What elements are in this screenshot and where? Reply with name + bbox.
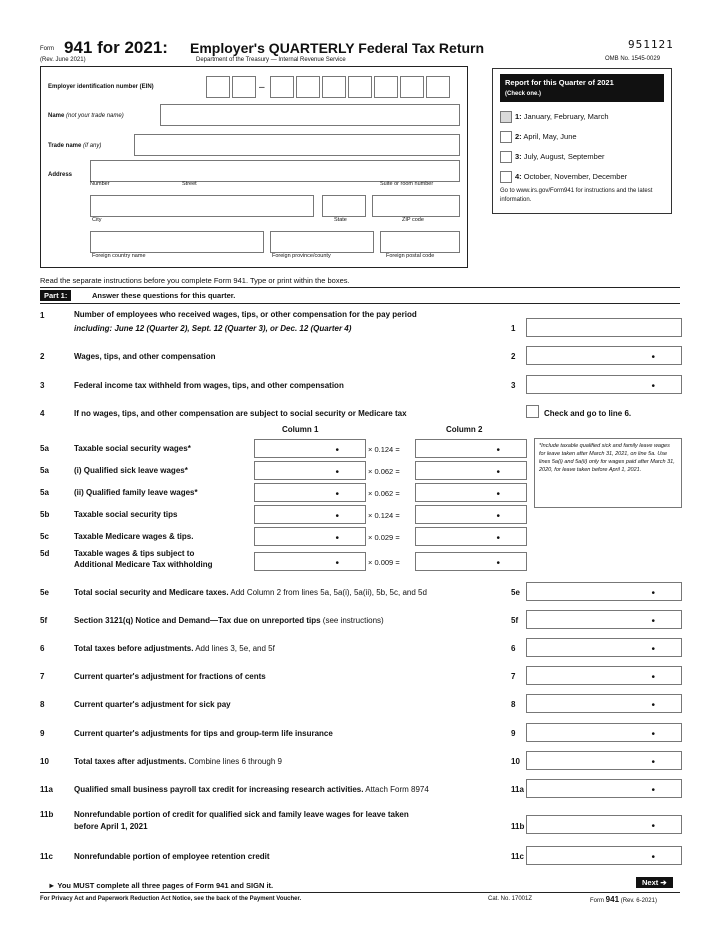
line-5ai-number: 5a [40, 466, 49, 475]
line-5ai-multiplier: × 0.062 = [368, 467, 400, 476]
foreign-province-field[interactable] [270, 231, 374, 253]
name-label-wrap [48, 113, 124, 119]
line-5f-number: 5f [40, 616, 48, 625]
line-5aii-multiplier: × 0.062 = [368, 489, 400, 498]
quarter-4-number: 4: [515, 172, 522, 181]
line-5d-multiplier: × 0.009 = [368, 558, 400, 567]
catalog-number: Cat. No. 17001Z [488, 896, 533, 902]
name-field[interactable] [160, 104, 460, 126]
line-5a-col2-field[interactable]: • [415, 439, 527, 458]
line-3-withheld-field[interactable]: • [526, 375, 682, 394]
ein-label: Employer identification number (EIN) [48, 84, 154, 90]
line-1-text: Number of employees who received wages, tips, or other compensation for the pay period [74, 310, 417, 319]
quarter-1-number: 1: [515, 112, 522, 121]
form-code: 951121 [628, 38, 674, 51]
line-10-number: 10 [40, 757, 49, 766]
line-5e-bold: Total social security and Medicare taxes. [74, 588, 229, 597]
line-2-ref: 2 [511, 352, 516, 361]
line-5f-bold: Section 3121(q) Notice and Demand—Tax due on unreported tips [74, 616, 321, 625]
line-6-field[interactable]: • [526, 638, 682, 657]
trade-hint: (if any) [83, 143, 102, 149]
form-ref-post: (Rev. 6-2021) [619, 898, 657, 904]
line-7-bold: Current quarter's adjustment for fractions of cents [74, 672, 266, 681]
line-4-checkbox[interactable] [526, 405, 539, 418]
line-8-number: 8 [40, 700, 45, 709]
form-word: Form [40, 46, 54, 52]
part1-top-rule [40, 287, 680, 288]
line-7-text [74, 672, 266, 681]
line-4-check-label: Check and go to line 6. [544, 409, 632, 418]
line-11a-field[interactable]: • [526, 779, 682, 798]
line-11c-text: Nonrefundable portion of employee retention credit [74, 852, 270, 861]
line-5ai-col2-field[interactable]: • [415, 461, 527, 480]
line-5aii-number: 5a [40, 488, 49, 497]
line-5f-ref: 5f [511, 616, 519, 625]
state-caption: State [334, 217, 347, 223]
ein-digit-9[interactable] [426, 76, 450, 98]
line-11b-field[interactable]: • [526, 815, 682, 834]
line-5d-col1-field[interactable]: • [254, 552, 366, 571]
line-5e-number: 5e [40, 588, 49, 597]
line-5aii-col2-field[interactable]: • [415, 483, 527, 502]
zip-caption: ZIP code [402, 217, 424, 223]
line-5b-text: Taxable social security tips [74, 510, 178, 519]
line-11b-text-2: before April 1, 2021 [74, 822, 148, 831]
line-3-number: 3 [40, 381, 45, 390]
line-1-ref: 1 [511, 324, 516, 333]
line-4-number: 4 [40, 409, 45, 418]
line-3-text: Federal income tax withheld from wages, tips, and other compensation [74, 381, 344, 390]
name-label: Name [48, 113, 65, 119]
state-field[interactable] [322, 195, 366, 217]
part1-label: Part 1: [40, 290, 71, 301]
next-page-button[interactable]: Next ➔ [636, 877, 673, 888]
ein-digit-2[interactable] [232, 76, 256, 98]
line-6-ref: 6 [511, 644, 516, 653]
form-title: 941 for 2021: [64, 38, 168, 57]
line-5f-field[interactable]: • [526, 610, 682, 629]
line-5d-text: Taxable wages & tips subject to [74, 549, 195, 558]
foreign-postal-field[interactable] [380, 231, 460, 253]
line-5b-multiplier: × 0.124 = [368, 511, 400, 520]
line-5d-number: 5d [40, 549, 50, 558]
footer-rule [40, 892, 680, 893]
quarter-box-title: Report for this Quarter of 2021 [505, 78, 614, 87]
ein-dash: – [259, 82, 265, 93]
quarter-box-subtitle: (Check one.) [505, 91, 542, 97]
line-10-bold: Total taxes after adjustments. [74, 757, 187, 766]
form-ref-pre: Form [590, 898, 606, 904]
line-5d-col2-field[interactable]: • [415, 552, 527, 571]
ein-digit-7[interactable] [374, 76, 398, 98]
line-5a-text: Taxable social security wages* [74, 444, 191, 453]
form-reference [590, 895, 657, 904]
ein-digit-5[interactable] [322, 76, 346, 98]
line-6-bold: Total taxes before adjustments. [74, 644, 194, 653]
quarter-3-checkbox[interactable] [500, 151, 512, 163]
form-subtitle: Employer's QUARTERLY Federal Tax Return [190, 40, 485, 56]
line-11b-ref: 11b [511, 822, 525, 831]
quarter-2-checkbox[interactable] [500, 131, 512, 143]
line-5c-text: Taxable Medicare wages & tips. [74, 532, 194, 541]
line-8-text [74, 700, 231, 709]
line-2-wages-field[interactable]: • [526, 346, 682, 365]
line-11a-text [74, 785, 429, 794]
ein-digit-3[interactable] [270, 76, 294, 98]
line-5a-number: 5a [40, 444, 49, 453]
line-2-number: 2 [40, 352, 45, 361]
quarter-2-label: April, May, June [523, 132, 577, 141]
quarter-4-option [515, 172, 627, 181]
suite-caption: Suite or room number [380, 181, 434, 187]
line-5f-normal: (see instructions) [320, 616, 384, 625]
part1-title: Answer these questions for this quarter. [92, 291, 236, 300]
column-1-header: Column 1 [282, 425, 319, 434]
street-caption: Street [182, 181, 197, 187]
trade-label: Trade name [48, 143, 82, 149]
line-10-text [74, 757, 282, 766]
line-5b-col2-field[interactable]: • [415, 505, 527, 524]
line-5e-field[interactable]: • [526, 582, 682, 601]
ein-digit-1[interactable] [206, 76, 230, 98]
privacy-notice: For Privacy Act and Paperwork Reduction Act Notice, see the back of the Payment Voucher. [40, 896, 302, 902]
line-8-ref: 8 [511, 700, 516, 709]
ein-digit-8[interactable] [400, 76, 424, 98]
line-11c-number: 11c [40, 852, 53, 861]
line-11b-text: Nonrefundable portion of credit for qualified sick and family leave wages for leave taken [74, 810, 409, 819]
address-label: Address [48, 172, 73, 178]
line-9-text [74, 729, 333, 738]
revision-date: (Rev. June 2021) [40, 57, 86, 63]
number-caption: Number [90, 181, 110, 187]
line-5b-col1-field[interactable]: • [254, 505, 366, 524]
omb-number: OMB No. 1545-0029 [605, 56, 661, 62]
line-4-text: If no wages, tips, and other compensation are subject to social security or Medicare tax [74, 409, 407, 418]
line-11c-field[interactable]: • [526, 846, 682, 865]
line-5aii-col1-field[interactable]: • [254, 483, 366, 502]
line-8-bold: Current quarter's adjustment for sick pay [74, 700, 231, 709]
line-1-text-2: including: June 12 (Quarter 2), Sept. 12 (Quarter 3), or Dec. 12 (Quarter 4) [74, 324, 352, 333]
line-5e-text [74, 588, 427, 597]
name-hint: (not your trade name) [66, 113, 124, 119]
quarter-3-number: 3: [515, 152, 522, 161]
line-9-number: 9 [40, 729, 45, 738]
trade-label-wrap [48, 143, 101, 149]
line-10-field[interactable]: • [526, 751, 682, 770]
foreign-country-field[interactable] [90, 231, 264, 253]
line-11b-number: 11b [40, 810, 54, 819]
line-9-field[interactable]: • [526, 723, 682, 742]
line-10-ref: 10 [511, 757, 520, 766]
quarter-1-checkbox[interactable] [500, 111, 512, 123]
line-10-normal: Combine lines 6 through 9 [186, 757, 282, 766]
part1-bottom-rule [40, 303, 680, 304]
line-5a-col1-field[interactable]: • [254, 439, 366, 458]
line-1-employee-count-field[interactable] [526, 318, 682, 337]
foreign-country-caption: Foreign country name [92, 253, 146, 259]
line-5c-multiplier: × 0.029 = [368, 533, 400, 542]
line-11a-normal: Attach Form 8974 [363, 785, 429, 794]
quarter-box-footnote: Go to www.irs.gov/Form941 for instructions and the latest information. [500, 188, 653, 203]
ein-digit-4[interactable] [296, 76, 320, 98]
line-5d-text-2: Additional Medicare Tax withholding [74, 560, 213, 569]
line-7-number: 7 [40, 672, 45, 681]
foreign-province-caption: Foreign province/county [272, 253, 331, 259]
line-11a-bold: Qualified small business payroll tax credit for increasing research activities. [74, 785, 364, 794]
line-5e-ref: 5e [511, 588, 520, 597]
quarter-4-label: October, November, December [523, 172, 628, 181]
street-address-field[interactable] [90, 160, 460, 182]
line-5ai-text: (i) Qualified sick leave wages* [74, 466, 188, 475]
quarter-2-option [515, 132, 577, 141]
column-2-header: Column 2 [446, 425, 483, 434]
department: Department of the Treasury — Internal Revenue Service [196, 57, 346, 63]
quarter-1-label: January, February, March [523, 112, 609, 121]
quarter-4-checkbox[interactable] [500, 171, 512, 183]
line-5c-col2-field[interactable]: • [415, 527, 527, 546]
quarter-1-option [515, 112, 609, 121]
line-5aii-text: (ii) Qualified family leave wages* [74, 488, 198, 497]
form-ref-number: 941 [605, 895, 620, 904]
line-5f-text [74, 616, 384, 625]
line-3-ref: 3 [511, 381, 516, 390]
line-5e-normal: Add Column 2 from lines 5a, 5a(i), 5a(ii), 5b, 5c, and 5d [228, 588, 427, 597]
quarter-3-option [515, 152, 605, 161]
line-11c-ref: 11c [511, 852, 524, 861]
line-5c-col1-field[interactable]: • [254, 527, 366, 546]
side-note: *Include taxable qualified sick and family leave wages for leave taken after March 31, 2021, on line 5a. Use lines 5a(i) and 5a(ii) only for wages paid after March 31, 2020, for leave taken before April 1, 2021. [534, 438, 682, 508]
trade-name-field[interactable] [134, 134, 460, 156]
zip-field[interactable] [372, 195, 460, 217]
line-9-bold: Current quarter's adjustments for tips and group-term life insurance [74, 729, 333, 738]
quarter-3-label: July, August, September [523, 152, 605, 161]
line-11a-ref: 11a [511, 785, 524, 794]
must-complete-notice: ► You MUST complete all three pages of Form 941 and SIGN it. [48, 881, 274, 890]
line-6-number: 6 [40, 644, 45, 653]
line-11a-number: 11a [40, 785, 53, 794]
line-6-text [74, 644, 275, 653]
instructions: Read the separate instructions before you complete Form 941. Type or print within the boxes. [40, 276, 350, 285]
line-1-number: 1 [40, 311, 45, 320]
line-5ai-col1-field[interactable]: • [254, 461, 366, 480]
foreign-postal-caption: Foreign postal code [386, 253, 435, 259]
line-7-field[interactable]: • [526, 666, 682, 685]
line-5b-number: 5b [40, 510, 50, 519]
line-2-text: Wages, tips, and other compensation [74, 352, 216, 361]
line-5a-multiplier: × 0.124 = [368, 445, 400, 454]
city-caption: City [92, 217, 102, 223]
line-5c-number: 5c [40, 532, 49, 541]
city-field[interactable] [90, 195, 314, 217]
quarter-2-number: 2: [515, 132, 522, 141]
line-7-ref: 7 [511, 672, 516, 681]
ein-digit-6[interactable] [348, 76, 372, 98]
line-9-ref: 9 [511, 729, 516, 738]
line-8-field[interactable]: • [526, 694, 682, 713]
line-6-normal: Add lines 3, 5e, and 5f [193, 644, 275, 653]
